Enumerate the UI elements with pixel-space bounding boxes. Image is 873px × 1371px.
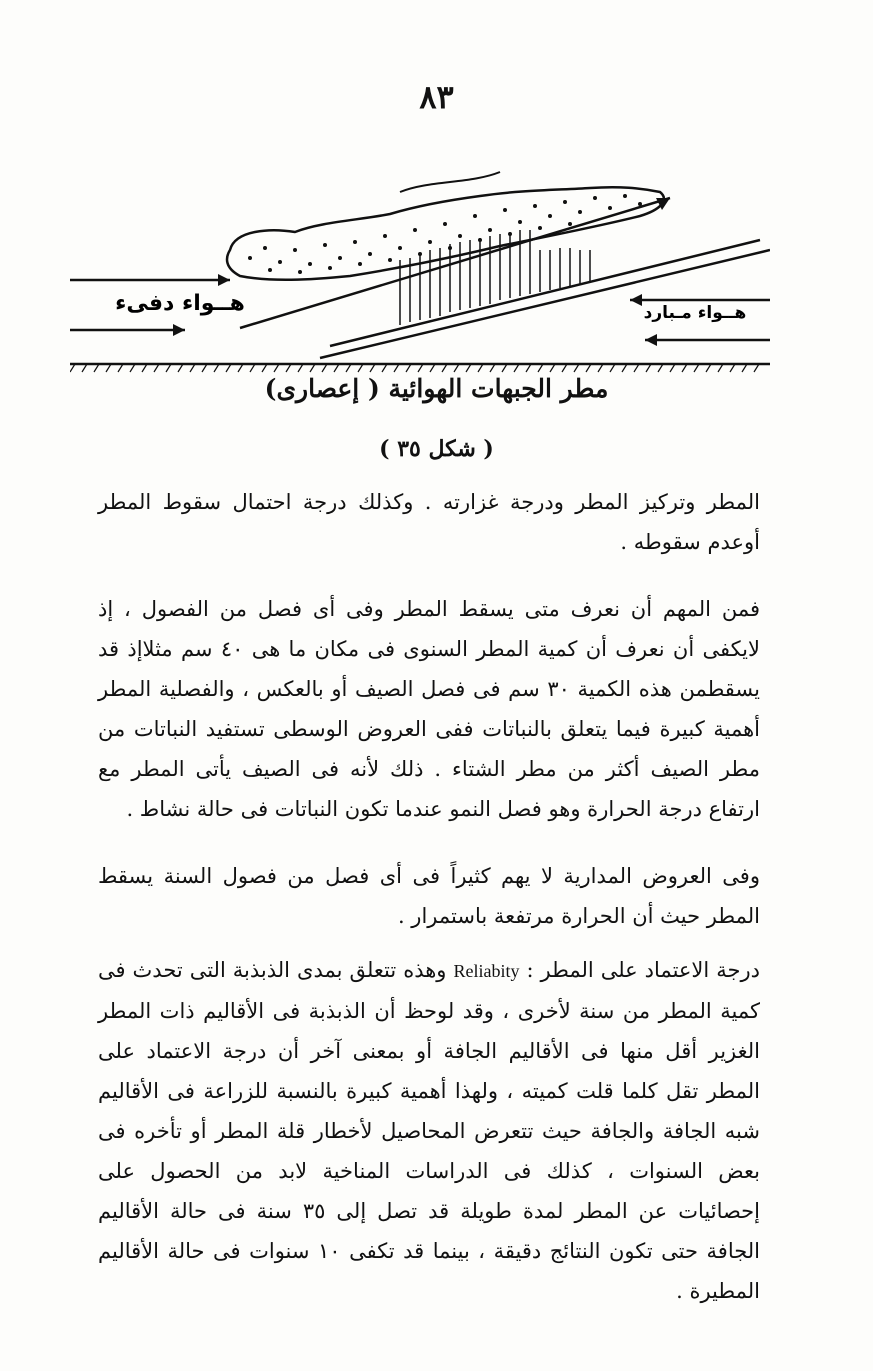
cloud-dots xyxy=(248,194,642,274)
body-text xyxy=(98,482,760,1311)
figure-caption-number: ( شكل ٣٥ ) xyxy=(379,436,494,462)
cold-air-arrowhead-bottom xyxy=(645,334,657,346)
warm-air-rising-arrow xyxy=(240,198,670,328)
reliability-text: وهذه تتعلق بمدى الذبذبة التى تحدث فى كمية المطر من سنة لأخرى ، وقد لوحظ أن الذبذبة فى الأقاليم ذات المطر الغزير أقل منها فى الأقاليم الجافة أو بمعنى آخر أن درجة الاعتماد على المطر تقل كلما قلت كميته ، ولهذا أهمية كبيرة بالنسبة للزراعة فى الأقاليم شبه الجافة والجافة حيث تتعرض المحاصيل لأخطار قلة المطر أو تأخره فى بعض السنوات ، كذلك فى الدراسات المناخية لابد من الحصول على إحصائيات عن المطر لمدة طويلة قد تصل إلى ٣٥ سنة فى حالة الأقاليم الجافة حتى تكون النتائج دقيقة ، بينما قد تكفى ١٠ سنوات فى حالة الأقاليم المطيرة . xyxy=(98,958,760,1303)
cold-air-arrowhead-top xyxy=(630,294,642,306)
cloud-cap-line xyxy=(400,172,500,192)
page-number: ٨٣ xyxy=(419,78,454,116)
frontal-rain-sketch xyxy=(70,150,770,380)
warm-air-arrowhead-bottom xyxy=(173,324,185,336)
paragraph-2: فمن المهم أن نعرف متى يسقط المطر وفى أى فصل من الفصول ، إذ لايكفى أن نعرف أن كمية المطر السنوى فى مكان ما هى ٤٠ سم مثلاإذ قد يسقطمن هذه الكمية ٣٠ سم فى فصل الصيف أو بالعكس ، والفصلية المطر أهمية كبيرة فيما يتعلق بالنباتات ففى العروض الوسطى تستفيد النباتات من مطر الصيف أكثر من مطر الشتاء . ذلك لأنه فى الصيف يأتى المطر مع ارتفاع درجة الحرارة وهو فصل النمو عندما تكون النباتات فى حالة نشاط . xyxy=(98,597,761,821)
reliability-latin-term: Reliabity xyxy=(453,961,520,981)
warm-air-upper-arrow xyxy=(330,240,760,346)
paragraph-3: وفى العروض المدارية لا يهم كثيراً فى أى فصل من فصول السنة يسقط المطر حيث أن الحرارة مرتفعة باستمرار . xyxy=(98,864,760,928)
cold-air-label: هــواء مـبارد xyxy=(643,303,747,323)
paragraph-4 xyxy=(98,950,760,1311)
warm-air-label: هــواء دفىء xyxy=(115,291,245,316)
reliability-heading: درجة الاعتماد على المطر : xyxy=(526,958,760,982)
warm-air-arrowhead-top xyxy=(218,274,230,286)
rain-streaks xyxy=(400,230,590,325)
frontal-rain-diagram xyxy=(70,150,770,390)
paragraph-1: المطر وتركيز المطر ودرجة غزارته . وكذلك درجة احتمال سقوط المطر أوعدم سقوطه . xyxy=(98,490,760,554)
figure-caption-title: مطر الجبهات الهوائية ( إعصارى) xyxy=(264,374,609,403)
